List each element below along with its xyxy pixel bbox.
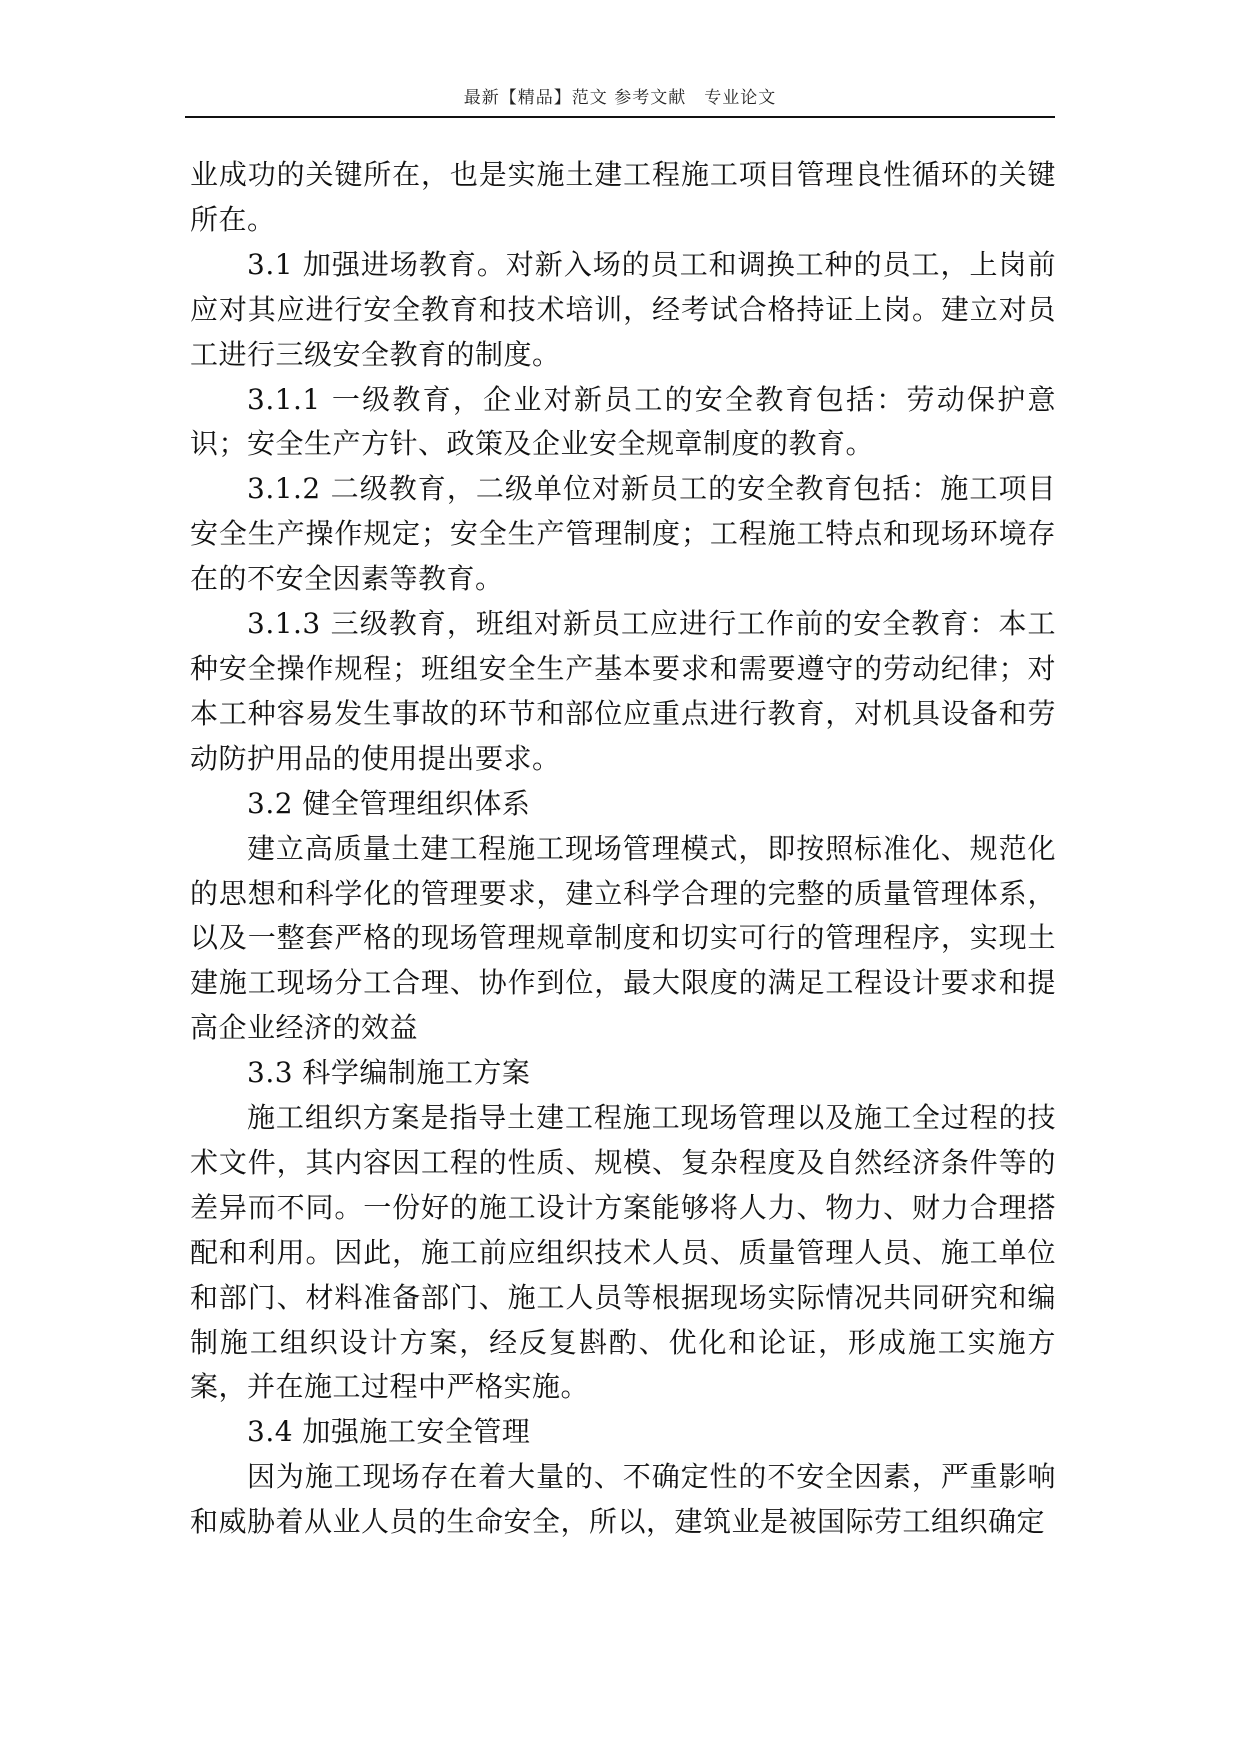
paragraph: 因为施工现场存在着大量的、不确定性的不安全因素，严重影响和威胁着从业人员的生命安全，所以，建筑业是被国际劳工组织确定 xyxy=(190,1460,1056,1539)
header-text: 最新【精品】范文 参考文献 专业论文 xyxy=(463,88,777,108)
paragraph: 3.1.1 一级教育，企业对新员工的安全教育包括：劳动保护意识；安全生产方针、政策及企业安全规章制度的教育。 xyxy=(190,382,1056,461)
paragraph: 3.1 加强进场教育。对新入场的员工和调换工种的员工，上岗前应对其应进行安全教育和技术培训，经考试合格持证上岗。建立对员工进行三级安全教育的制度。 xyxy=(190,247,1056,371)
section-heading: 3.4 加强施工安全管理 xyxy=(247,1415,531,1449)
paragraph: 施工组织方案是指导土建工程施工现场管理以及施工全过程的技术文件，其内容因工程的性质、规模、复杂程度及自然经济条件等的差异而不同。一份好的施工设计方案能够将人力、物力、财力合理搭配和利用。因此，施工前应组织技术人员、质量管理人员、施工单位和部门、材料准备部门、施工人员等根据现场实际情况共同研究和编制施工组织设计方案，经反复斟酌、优化和论证，形成施工实施方案，并在施工过程中严格实施。 xyxy=(190,1101,1056,1404)
document-body xyxy=(190,153,1056,1545)
paragraph: 建立高质量土建工程施工现场管理模式，即按照标准化、规范化的思想和科学化的管理要求，建立科学合理的完整的质量管理体系，以及一整套严格的现场管理规章制度和切实可行的管理程序，实现土建施工现场分工合理、协作到位，最大限度的满足工程设计要求和提高企业经济的效益 xyxy=(190,831,1056,1045)
section-heading: 3.3 科学编制施工方案 xyxy=(247,1056,531,1090)
paragraph: 3.1.2 二级教育，二级单位对新员工的安全教育包括：施工项目安全生产操作规定；安全生产管理制度；工程施工特点和现场环境存在的不安全因素等教育。 xyxy=(190,472,1056,596)
paragraph: 3.1.3 三级教育，班组对新员工应进行工作前的安全教育：本工种安全操作规程；班组安全生产基本要求和需要遵守的劳动纪律；对本工种容易发生事故的环节和部位应重点进行教育，对机具设备和劳动防护用品的使用提出要求。 xyxy=(190,607,1056,775)
paragraph: 业成功的关键所在，也是实施土建工程施工项目管理良性循环的关键所在。 xyxy=(190,158,1056,236)
section-heading: 3.2 健全管理组织体系 xyxy=(247,786,531,820)
page-header xyxy=(185,84,1055,118)
